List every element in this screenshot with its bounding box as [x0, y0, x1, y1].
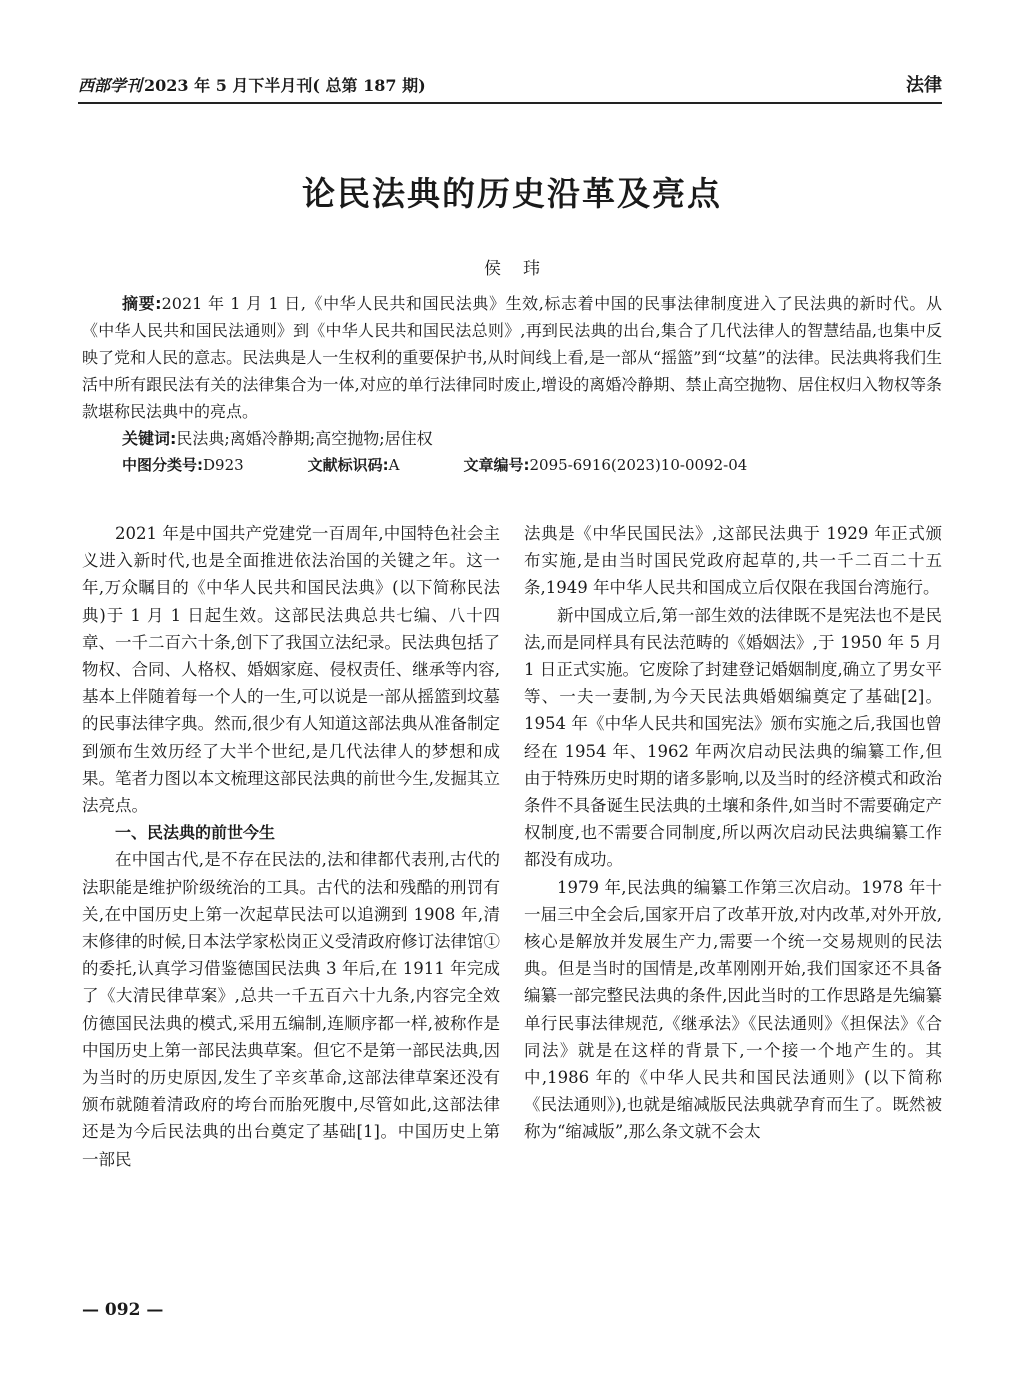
doc-value: A [388, 456, 400, 474]
article-value: 2095-6916(2023)10-0092-04 [529, 456, 748, 474]
article-label: 文章编号: [463, 456, 530, 474]
keywords-line [82, 425, 942, 452]
article-number [464, 452, 748, 479]
article-body [82, 520, 942, 1280]
journal-logo: 西部学刊 [78, 75, 143, 95]
section-category: 法律 [906, 75, 942, 96]
left-column [82, 520, 500, 1280]
section-heading: 一、民法典的前世今生 [115, 823, 276, 843]
keywords-label: 关键词: [122, 429, 177, 448]
doc-label: 文献标识码: [307, 456, 389, 474]
body-paragraph: 2021 年是中国共产党建党一百周年,中国特色社会主义进入新时代,也是全面推进依法治国的关键之年。这一年,万众瞩目的《中华人民共和国民法典》(以下简称民法典)于 1 月 1 日起生效。这部民法典总共七编、八十四章、一千二百六十条,创下了我国立法纪录。民法典包括了物权、合同、人格权、婚姻家庭、侵权责任、继承等内容,基本上伴随着每一个人的一生,可以说是一部从摇篮到坟墓的民事法律字典。然而,很少有人知道这部法典从准备制定到颁布生效历经了大半个世纪,是几代法律人的梦想和成果。笔者力图以本文梳理这部民法典的前世今生,发掘其立法亮点。 [82, 524, 500, 816]
abstract-text: 2021 年 1 月 1 日,《中华人民共和国民法典》生效,标志着中国的民事法律制度进入了民法典的新时代。从《中华人民共和国民法通则》到《中华人民共和国民法总则》,再到民法典的出台,集合了几代法律人的智慧结晶,也集中反映了党和人民的意志。民法典是人一生权利的重要保护书,从时间线上看,是一部从“摇篮”到“坟墓”的法律。民法典将我们生活中所有跟民法有关的法律集合为一体,对应的单行法律同时废止,增设的离婚冷静期、禁止高空抛物、居住权归入物权等条款堪称民法典中的亮点。 [82, 294, 943, 421]
body-paragraph: 新中国成立后,第一部生效的法律既不是宪法也不是民法,而是同样具有民法范畴的《婚姻法》,于 1950 年 5 月 1 日正式实施。它废除了封建登记婚姻制度,确立了男女平等、一夫一妻制,为今天民法典婚姻编奠定了基础[2]。1954 年《中华人民共和国宪法》颁布实施之后,我国也曾经在 1954 年、1962 年两次启动民法典的编纂工作,但由于特殊历史时期的诸多影响,以及当时的经济模式和政治条件不具备诞生民法典的土壤和条件,如当时不需要确定产权制度,也不需要合同制度,所以两次启动民法典编纂工作都没有成功。 [524, 605, 942, 870]
body-paragraph: 在中国古代,是不存在民法的,法和律都代表刑,古代的法职能是维护阶级统治的工具。古代的法和残酷的刑罚有关,在中国历史上第一次起草民法可以追溯到 1908 年,清末修律的时候,日本法学家松岗正义受清政府修订法律馆①的委托,认真学习借鉴德国民法典 3 年后,在 1911 年完成了《大清民律草案》,总共一千五百六十九条,内容完全效仿德国民法典的模式,采用五编制,连顺序都一样,被称作是中国历史上第一部民法典草案。但它不是第一部民法典,因为当时的历史原因,发生了辛亥革命,这部法律草案还没有颁布就随着清政府的垮台而胎死腹中,尽管如此,这部法律还是为今后民法典的出台奠定了基础[1]。中国历史上第一部民 [82, 850, 500, 1169]
clc-value: D923 [203, 456, 244, 474]
keywords-text: 民法典;离婚冷静期;高空抛物;居住权 [176, 429, 433, 448]
page-number: — 092 — [82, 1300, 164, 1320]
header-left [78, 73, 426, 96]
body-paragraph: 法典是《中华民国民法》,这部民法典于 1929 年正式颁布实施,是由当时国民党政府起草的,共一千二百二十五条,1949 年中华人民共和国成立后仅限在我国台湾施行。 [524, 524, 942, 598]
abstract-label: 摘要: [122, 294, 162, 313]
abstract-paragraph [82, 290, 942, 425]
running-header [78, 66, 942, 104]
clc-label: 中图分类号: [122, 456, 203, 474]
classification-line [82, 452, 942, 479]
body-paragraph: 1979 年,民法典的编纂工作第三次启动。1978 年十一届三中全会后,国家开启了改革开放,对内改革,对外开放,核心是解放并发展生产力,需要一个统一交易规则的民法典。但是当时的国情是,改革刚刚开始,我们国家还不具备编纂一部完整民法典的条件,因此当时的工作思路是先编纂单行民事法律规范,《继承法》《民法通则》《担保法》《合同法》就是在这样的背景下,一个接一个地产生的。其中,1986 年的《中华人民共和国民法通则》(以下简称《民法通则》),也就是缩减版民法典就孕育而生了。既然被称为“缩减版”,那么条文就不会太 [524, 877, 942, 1142]
clc-number [122, 452, 244, 479]
issue-info: 2023 年 5 月下半月刊( 总第 187 期) [144, 75, 426, 95]
author-name: 侯玮 [484, 259, 562, 279]
document-code [308, 452, 400, 479]
right-column [524, 520, 942, 1280]
abstract-block [82, 290, 942, 479]
article-title: 论民法典的历史沿革及亮点 [302, 174, 722, 213]
